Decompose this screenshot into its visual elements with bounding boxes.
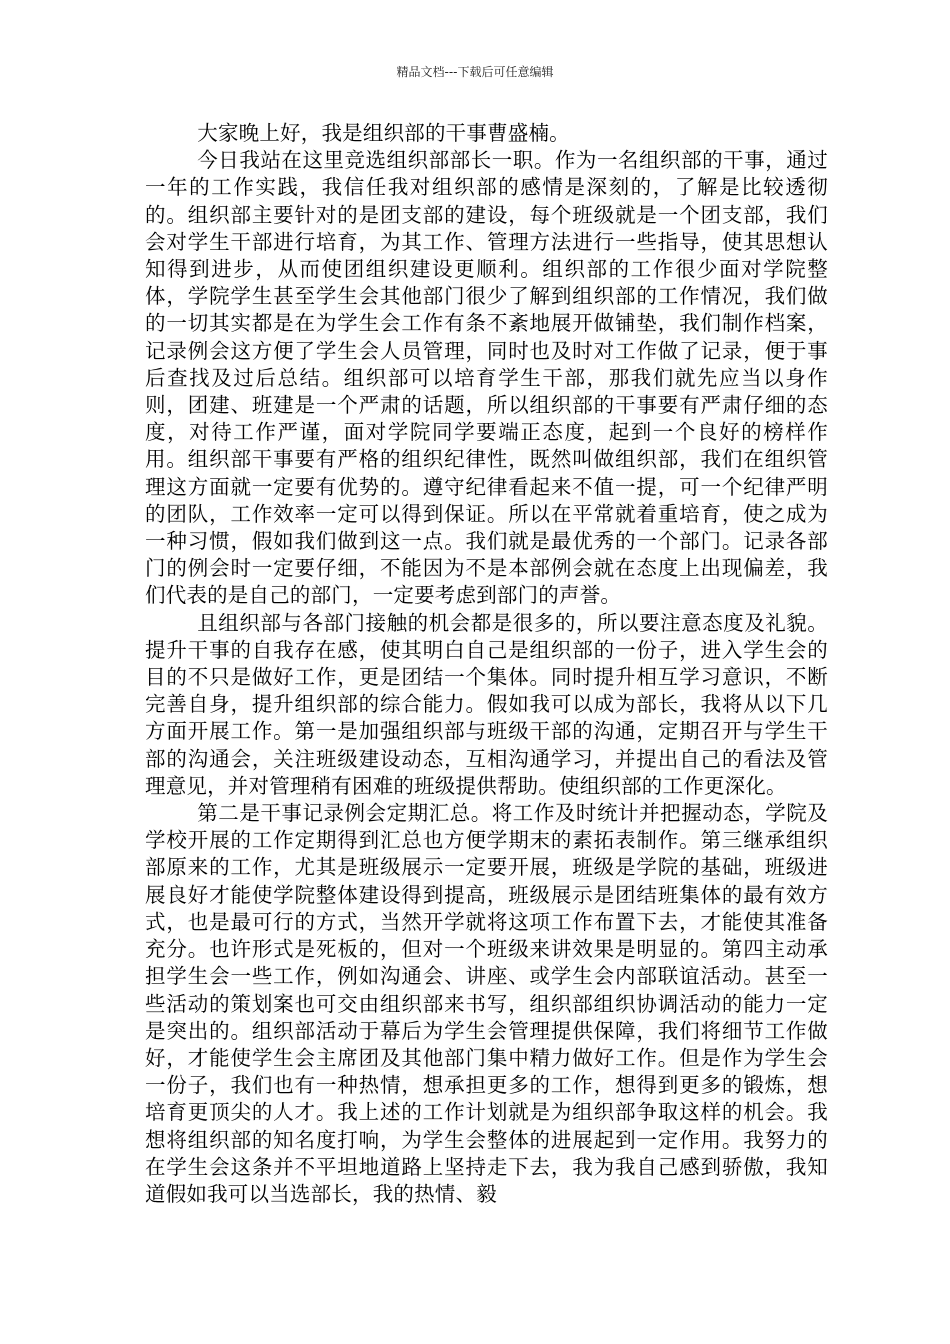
page-header-note: 精品文档---下载后可任意编辑 (396, 65, 554, 79)
paragraph-greeting: 大家晚上好，我是组织部的干事曹盛楠。 (197, 121, 570, 145)
paragraph-plan-first: 且组织部与各部门接触的机会都是很多的，所以要注意态度及礼貌。提升干事的自我存在感，使其明白自己是组织部的一份子，进入学生会的目的不只是做好工作，更是团结一个集体。同时提升相互学习意识，不断完善自身，提升组织部的综合能力。假如我可以成为部长，我将从以下几方面开展工作。第一是加强组织部与班级干部的沟通，定期召开与学生干部的沟通会，关注班级建设动态，互相沟通学习，并提出自己的看法及管理意见，并对管理稍有困难的班级提供帮助。使组织部的工作更深化。 (145, 610, 828, 798)
document-body (145, 120, 828, 1208)
paragraph-introduction: 今日我站在这里竞选组织部部长一职。作为一名组织部的干事，通过一年的工作实践，我信任我对组织部的感情是深刻的，了解是比较透彻的。组织部主要针对的是团支部的建设，每个班级就是一个团支部，我们会对学生干部进行培育，为其工作、管理方法进行一些指导，使其思想认知得到进步，从而使团组织建设更顺利。组织部的工作很少面对学院整体，学院学生甚至学生会其他部门很少了解到组织部的工作情况，我们做的一切其实都是在为学生会工作有条不紊地展开做铺垫，我们制作档案，记录例会这方便了学生会人员管理，同时也及时对工作做了记录，便于事后查找及过后总结。组织部可以培育学生干部，那我们就先应当以身作则，团建、班建是一个严肃的话题，所以组织部的干事要有严肃仔细的态度，对待工作严谨，面对学院同学要端正态度，起到一个良好的榜样作用。组织部干事要有严格的组织纪律性，既然叫做组织部，我们在组织管理这方面就一定要有优势的。遵守纪律看起来不值一提，可一个纪律严明的团队，工作效率一定可以得到保证。所以在平常就着重培育，使之成为一种习惯，假如我们做到这一点。我们就是最优秀的一个部门。记录各部门的例会时一定要仔细，不能因为不是本部例会就在态度上出现偏差，我们代表的是自己的部门，一定要考虑到部门的声誉。 (145, 148, 828, 608)
paragraph-plan-second: 第二是干事记录例会定期汇总。将工作及时统计并把握动态，学院及学校开展的工作定期得到汇总也方便学期末的素拓表制作。第三继承组织部原来的工作，尤其是班级展示一定要开展，班级是学院的基础，班级进展良好才能使学院整体建设得到提高，班级展示是团结班集体的最有效方式，也是最可行的方式，当然开学就将这项工作布置下去，才能使其准备充分。也许形式是死板的，但对一个班级来讲效果是明显的。第四主动承担学生会一些工作，例如沟通会、讲座、或学生会内部联谊活动。甚至一些活动的策划案也可交由组织部来书写，组织部组织协调活动的能力一定是突出的。组织部活动于幕后为学生会管理提供保障，我们将细节工作做好，才能使学生会主席团及其他部门集中精力做好工作。但是作为学生会一份子，我们也有一种热情，想承担更多的工作，想得到更多的锻炼，想培育更顶尖的人才。我上述的工作计划就是为组织部争取这样的机会。我想将组织部的知名度打响，为学生会整体的进展起到一定作用。我努力的在学生会这条并不平坦地道路上坚持走下去，我为我自己感到骄傲，我知道假如我可以当选部长，我的热情、毅 (145, 801, 828, 1206)
